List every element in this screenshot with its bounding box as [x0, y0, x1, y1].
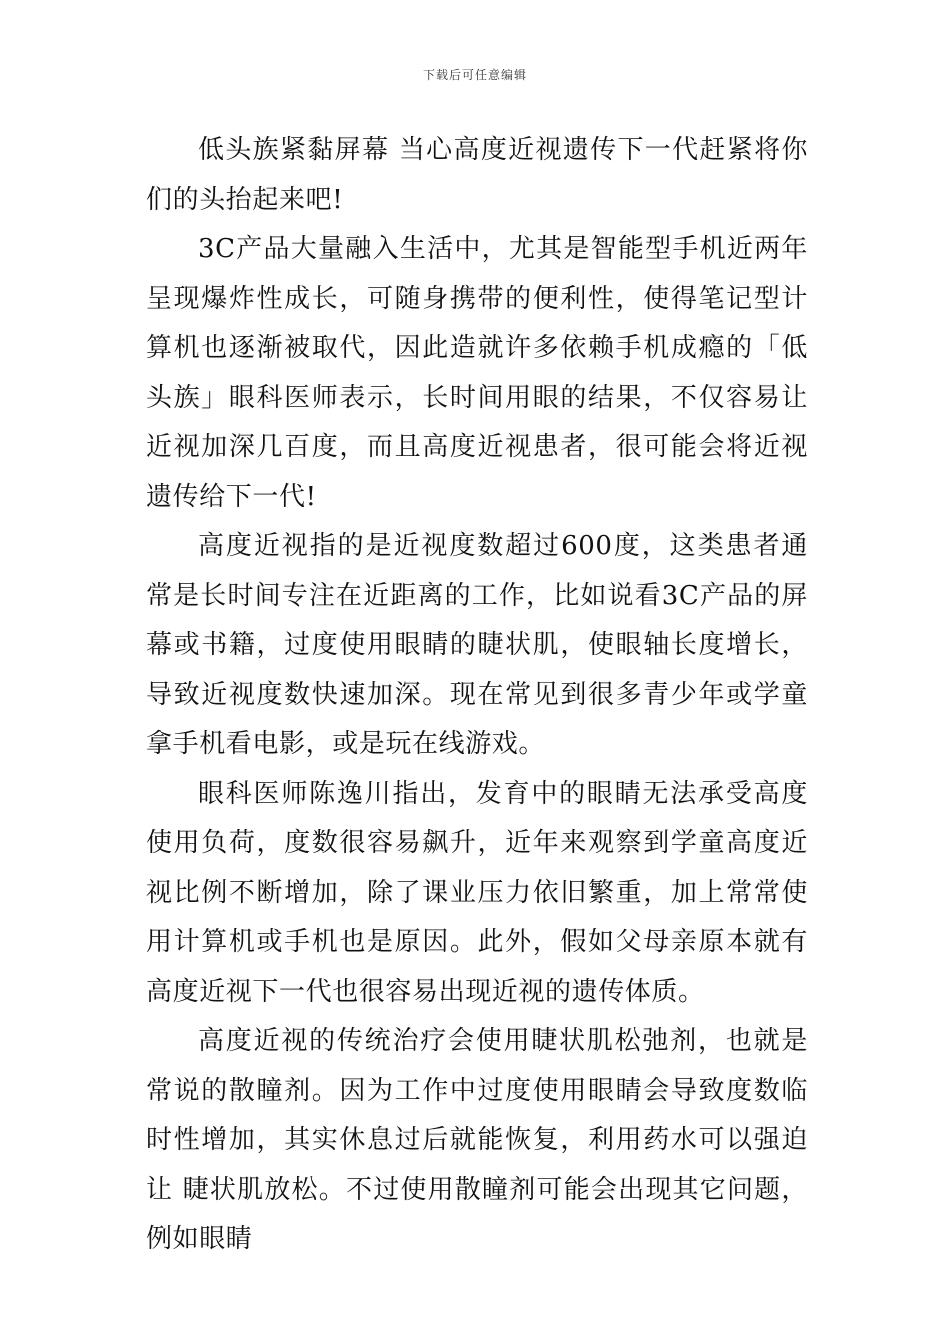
paragraph: 高度近视的传统治疗会使用睫状肌松弛剂，也就是常说的散瞳剂。因为工作中过度使用眼睛会导致度数临时性增加，其实休息过后就能恢复，利用药水可以强迫让 睫状肌放松。不过使用散瞳剂可能会出现其它问题，例如眼睛	[146, 1026, 808, 1254]
paragraph: 高度近视指的是近视度数超过600度，这类患者通常是长时间专注在近距离的工作，比如说看3C产品的屏幕或书籍，过度使用眼睛的睫状肌，使眼轴长度增长，导致近视度数快速加深。现在常见到很多青少年或学童拿手机看电影，或是玩在线游戏。	[146, 531, 808, 759]
paragraph: 3C产品大量融入生活中，尤其是智能型手机近两年呈现爆炸性成长，可随身携带的便利性，使得笔记型计算机也逐渐被取代，因此造就许多依赖手机成瘾的「低头族」眼科医师表示，长时间用眼的结果，不仅容易让近视加深几百度，而且高度近视患者，很可能会将近视遗传给下一代!	[146, 234, 808, 512]
document-body	[146, 126, 808, 1265]
paragraph: 眼科医师陈逸川指出，发育中的眼睛无法承受高度使用负荷，度数很容易飙升，近年来观察到学童高度近视比例不断增加，除了课业压力依旧繁重，加上常常使用计算机或手机也是原因。此外，假如父母亲原本就有高度近视下一代也很容易出现近视的遗传体质。	[146, 778, 808, 1007]
paragraph-title: 低头族紧黏屏幕 当心高度近视遗传下一代赶紧将你们的头抬起来吧!	[146, 135, 808, 215]
header-note: 下载后可任意编辑	[422, 68, 527, 82]
